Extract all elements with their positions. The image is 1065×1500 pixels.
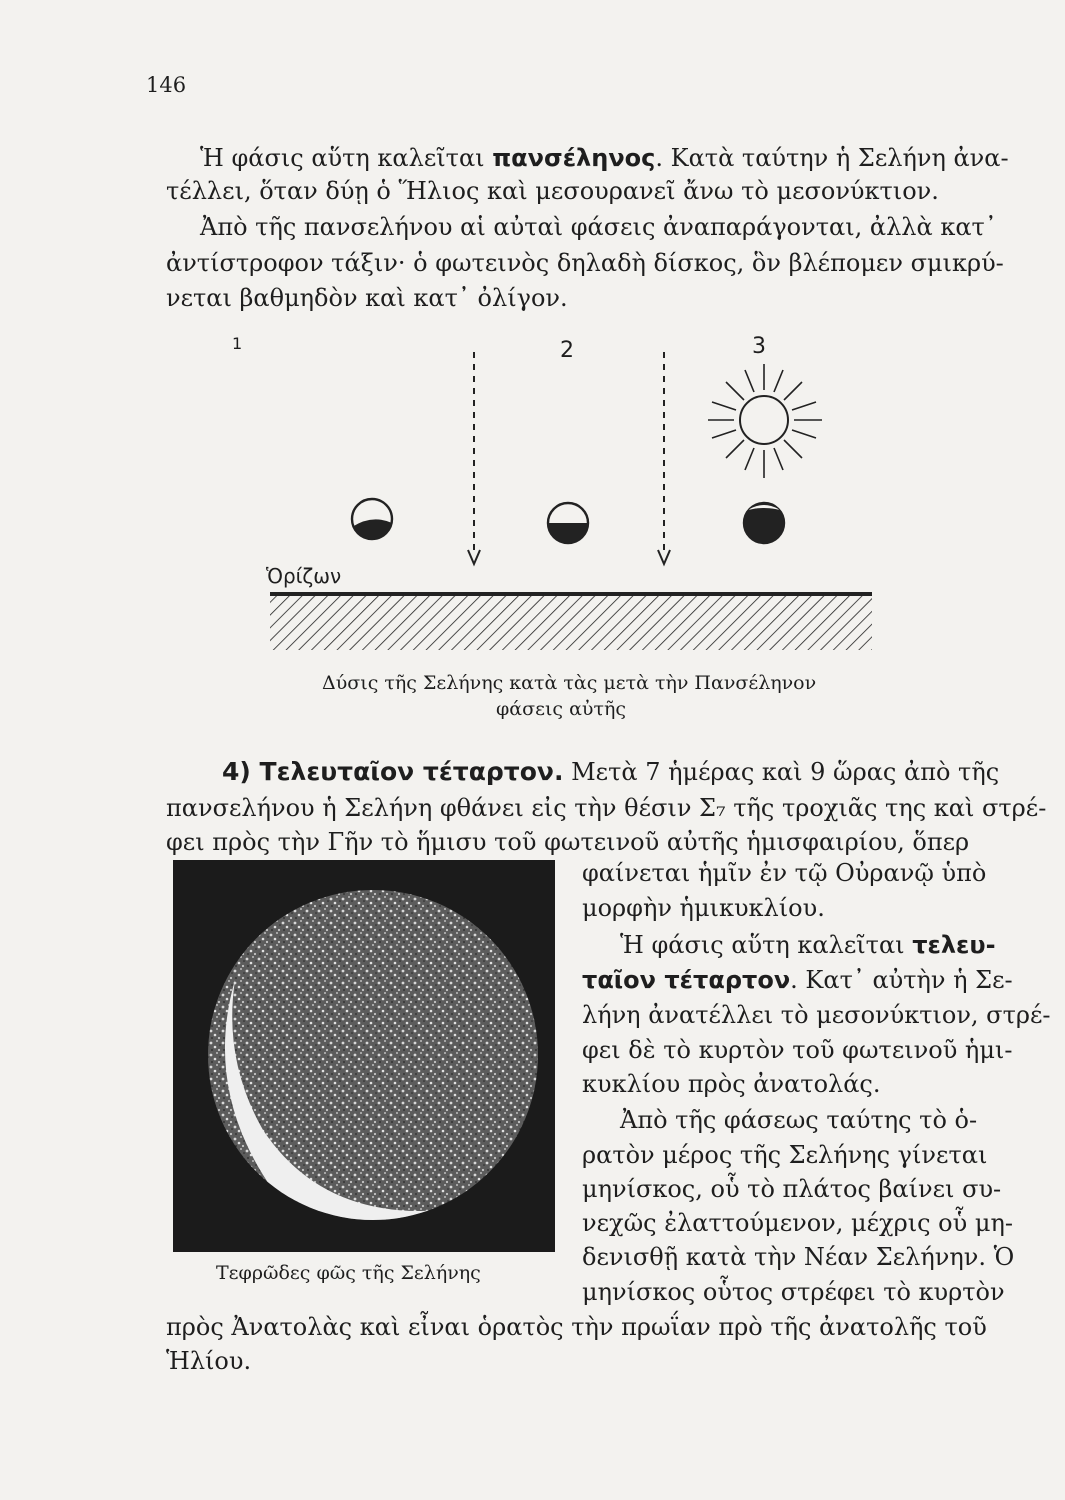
section4-bottom-line2: Ἡλίου. (166, 1347, 252, 1375)
term-full-moon: πανσέληνος (492, 144, 656, 172)
diagram-label-1: 1 (232, 334, 243, 353)
para2-line2: ἀντίστροφον τάξιν· ὁ φωτεινὸς δηλαδὴ δίσκος, ὃν βλέπομεν σμικρύ- (166, 249, 1004, 277)
term-last-quarter-part1: τελευ- (912, 931, 996, 959)
section4-right-line12: δενισθῇ κατὰ τὴν Νέαν Σελήνην. Ὁ (582, 1243, 1015, 1271)
moon-phase-1 (352, 499, 392, 542)
para1-line2: τέλλει, ὅταν δύῃ ὁ Ἥλιος καὶ μεσουρανεῖ ἄνω τὸ μεσονύκτιον. (166, 177, 939, 205)
section4-line3: φει πρὸς τὴν Γῆν τὸ ἥμισυ τοῦ φωτεινοῦ αὐτῆς ἡμισφαιρίου, ὅπερ (166, 828, 970, 856)
para1-line1 (200, 143, 1009, 173)
section4-right-line7: κυκλίου πρὸς ἀνατολάς. (582, 1070, 881, 1098)
diagram-caption-line1: Δύσις τῆς Σελήνης κατὰ τὰς μετὰ τὴν Πανσέληνον (322, 672, 817, 694)
section-heading-last-quarter: 4) Τελευταῖον τέταρτον. (222, 757, 564, 786)
section4-text: . Κατ᾽ αὐτὴν ἡ Σε- (790, 966, 1013, 994)
arrowhead-1 (468, 550, 480, 564)
moon-phase-3 (744, 503, 784, 543)
diagram-caption-line2: φάσεις αὐτῆς (496, 698, 626, 720)
section4-right-line9: ρατὸν μέρος τῆς Σελήνης γίνεται (582, 1141, 988, 1169)
moon-disk (208, 890, 538, 1220)
arrowhead-2 (658, 550, 670, 564)
page-number: 146 (146, 73, 187, 97)
section4-right-line10: μηνίσκος, οὗ τὸ πλάτος βαίνει συ- (582, 1175, 1002, 1203)
horizon-label: Ὁρίζων (266, 564, 342, 588)
section4-line2: πανσελήνου ἡ Σελήνη φθάνει εἰς τὴν θέσιν Σ₇ τῆς τροχιᾶς της καὶ στρέ- (166, 794, 1047, 822)
section4-line1 (222, 757, 999, 787)
section4-right-line8: Ἀπὸ τῆς φάσεως ταύτης τὸ ὁ- (620, 1106, 978, 1134)
section4-right-line1: φαίνεται ἡμῖν ἐν τῷ Οὐρανῷ ὑπὸ (582, 859, 987, 887)
section4-right-line13: μηνίσκος οὗτος στρέφει τὸ κυρτὸν (582, 1278, 1005, 1306)
para1-text: . Κατὰ ταύτην ἡ Σελήνη ἀνα- (655, 144, 1009, 172)
section4-right-line6: φει δὲ τὸ κυρτὸν τοῦ φωτεινοῦ ἡμι- (582, 1036, 1013, 1064)
photo-caption: Τεφρῶδες φῶς τῆς Σελήνης (216, 1262, 481, 1284)
para1-text: Ἡ φάσις αὕτη καλεῖται (200, 144, 493, 172)
section4-bottom-line1: πρὸς Ἀνατολὰς καὶ εἶναι ὁρατὸς τὴν πρωΐαν πρὸ τῆς ἀνατολῆς τοῦ (166, 1313, 987, 1341)
section4-right-line4 (582, 965, 1013, 995)
section4-text: Μετὰ 7 ἡμέρας καὶ 9 ὥρας ἀπὸ τῆς (563, 758, 1000, 786)
section4-text: Ἡ φάσις αὕτη καλεῖται (620, 931, 913, 959)
moonset-diagram (160, 330, 900, 750)
earthshine-moon-svg (173, 860, 555, 1252)
section4-right-line11: νεχῶς ἐλαττούμενον, μέχρις οὗ μη- (582, 1209, 1013, 1237)
para2-line3: νεται βαθμηδὸν καὶ κατ᾽ ὀλίγον. (166, 284, 568, 312)
diagram-label-3: 3 (752, 334, 766, 359)
para2-line1: Ἀπὸ τῆς πανσελήνου αἱ αὐταὶ φάσεις ἀναπαράγονται, ἀλλὰ κατ᾽ (200, 213, 997, 241)
term-last-quarter-part2: ταῖον τέταρτον (582, 966, 791, 994)
section4-right-line2: μορφὴν ἡμικυκλίου. (582, 894, 825, 922)
earthshine-moon-photo (173, 860, 555, 1252)
section4-right-line5: λήνη ἀνατέλλει τὸ μεσονύκτιον, στρέ- (582, 1001, 1051, 1029)
diagram-label-2: 2 (560, 338, 574, 363)
horizon-band (270, 594, 872, 650)
sun-icon (708, 364, 822, 478)
moon-phase-2 (546, 503, 590, 545)
section4-right-line3 (620, 930, 996, 960)
